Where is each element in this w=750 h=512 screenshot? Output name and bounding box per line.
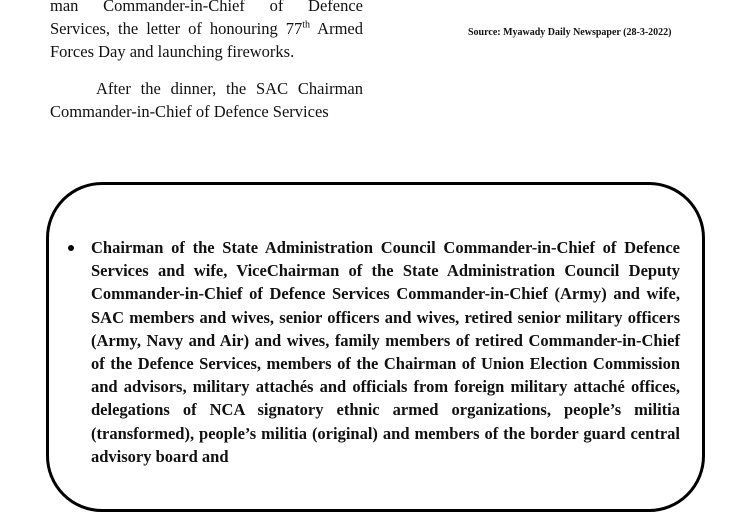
article-text-column bbox=[50, 0, 363, 123]
paragraph-text-end: Armed Forces Day and launching fireworks. bbox=[50, 19, 363, 61]
attendee-list bbox=[68, 236, 680, 468]
list-item-text: Chairman of the State Administration Council Commander-in-Chief of Defence Services and wife, ViceChairman of the State Administration Council Deputy Commander-in-Chief of Defence Services Commander-in-Chief (Army) and wife, SAC members and wives, senior officers and wives, retired senior military officers (Army, Navy and Air) and wives, family members of retired Commander-in-Chief of the Defence Services, members of the Chairman of Union Election Commission and advisors, military attachés and officials from foreign military attaché offices, delegations of NCA signatory ethnic armed organizations, people’s militia (transformed), people’s militia (original) and members of the border guard central advisory board and bbox=[91, 238, 680, 466]
article-paragraph bbox=[50, 0, 363, 63]
source-caption: Source: Myawady Daily Newspaper (28-3-2022) bbox=[468, 27, 672, 38]
article-paragraph-dinner: After the dinner, the SAC Chairman Commander-in-Chief of Defence Services bbox=[50, 79, 363, 121]
paragraph-text-start: man Commander-in-Chief of Defence Services, the letter of honouring 77 bbox=[50, 0, 363, 38]
list-item bbox=[68, 236, 680, 468]
ordinal-suffix: th bbox=[302, 19, 311, 31]
bullet-icon bbox=[68, 245, 74, 251]
